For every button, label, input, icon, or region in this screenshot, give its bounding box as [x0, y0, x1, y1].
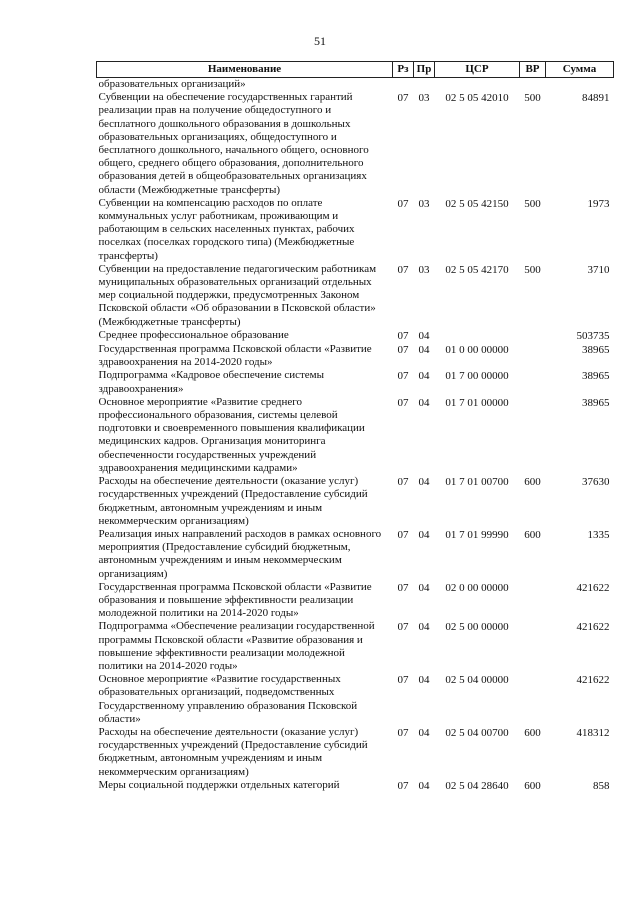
cell-pr: 04 [418, 528, 430, 541]
cell-csr: 02 5 05 42150 [445, 197, 509, 210]
cell-csr: 02 5 04 00000 [445, 674, 509, 687]
cell-rz: 07 [397, 92, 409, 105]
cell-name: Государственная программа Псковской области «Развитие здравоохранения на 2014-2020 годы» [98, 343, 372, 369]
cell-sum: 421622 [576, 674, 610, 687]
cell-rz: 07 [397, 674, 409, 687]
table-row [97, 475, 614, 528]
header-sum: Сумма [546, 62, 614, 78]
cell-sum: 37630 [582, 476, 610, 489]
cell-name: образовательных организаций» [98, 78, 246, 90]
cell-vr [520, 343, 546, 369]
table-row [97, 779, 614, 793]
cell-csr: 01 7 01 99990 [445, 528, 509, 541]
cell-sum [546, 78, 614, 92]
cell-csr: 02 5 00 00000 [445, 621, 509, 634]
header-name: Наименование [97, 62, 393, 78]
cell-pr: 03 [418, 92, 430, 105]
cell-vr: 600 [524, 476, 541, 489]
cell-vr [520, 329, 546, 343]
table-row [97, 673, 614, 726]
cell-pr: 04 [418, 726, 430, 739]
cell-vr [520, 581, 546, 621]
cell-rz: 07 [397, 581, 409, 594]
cell-sum: 3710 [587, 263, 610, 276]
table-row [97, 329, 614, 343]
cell-csr: 01 0 00 00000 [445, 344, 509, 357]
cell-vr [520, 369, 546, 395]
cell-name: Подпрограмма «Кадровое обеспечение системы здравоохранения» [98, 369, 325, 395]
cell-vr [520, 78, 546, 92]
cell-pr: 04 [418, 674, 430, 687]
cell-rz: 07 [397, 344, 409, 357]
cell-sum: 38965 [582, 396, 610, 409]
cell-pr: 04 [418, 581, 430, 594]
cell-sum: 418312 [576, 726, 610, 739]
cell-csr: 02 5 05 42010 [445, 92, 509, 105]
cell-name: Основное мероприятие «Развитие государственных образовательных организаций, подведомственных Государственному управлению образования Псковской области» [98, 673, 358, 725]
cell-vr: 600 [524, 726, 541, 739]
cell-sum: 503735 [576, 329, 610, 342]
cell-csr: 01 7 01 00000 [445, 396, 509, 409]
cell-csr: 02 5 04 00700 [445, 726, 509, 739]
cell-rz: 07 [397, 396, 409, 409]
table-row [97, 263, 614, 329]
cell-name: Субвенции на обеспечение государственных гарантий реализации прав на получение общедоступного и бесплатного дошкольного образования в дошкольных образовательных организациях, общедоступного и бесплатного дошкольного, начального общего, основного общего, среднего общего образования, дополнительного образования детей в общеобразовательных организациях области (Межбюджетные трансферты) [98, 91, 369, 196]
cell-vr: 600 [524, 779, 541, 792]
table-row [97, 343, 614, 369]
cell-pr: 03 [418, 197, 430, 210]
cell-vr: 500 [524, 263, 541, 276]
cell-csr: 02 5 04 28640 [445, 779, 509, 792]
cell-csr [435, 329, 520, 343]
cell-name: Основное мероприятие «Развитие среднего профессионального образования, системы целевой подготовки и своевременного повышения квалификации медицинских кадров. Организация мониторинга обеспеченности государственных учреждений здравоохранения медицинскими кадрами» [98, 395, 365, 474]
cell-rz: 07 [397, 726, 409, 739]
cell-name: Расходы на обеспечение деятельности (оказание услуг) государственных учреждений (Предоставление субсидий бюджетным, автономным учреждениям и иным некоммерческим организациям) [98, 725, 368, 778]
cell-rz: 07 [397, 621, 409, 634]
table-row [97, 91, 614, 197]
cell-vr: 500 [524, 92, 541, 105]
table-body [97, 78, 614, 793]
cell-sum: 421622 [576, 581, 610, 594]
header-vr: ВР [520, 62, 546, 78]
cell-csr: 01 7 00 00000 [445, 370, 509, 383]
cell-sum: 1973 [587, 197, 610, 210]
table-row [97, 197, 614, 263]
budget-table [96, 61, 614, 793]
cell-pr: 04 [418, 779, 430, 792]
cell-name: Субвенции на компенсацию расходов по оплате коммунальных услуг работникам, проживающим и работающим в сельских населенных пунктах, рабочих поселках (поселках городского типа) (Межбюджетные трансферты) [98, 196, 355, 262]
cell-vr [520, 673, 546, 726]
cell-vr [520, 620, 546, 673]
table-header [97, 62, 614, 78]
cell-pr: 04 [418, 621, 430, 634]
cell-rz: 07 [397, 779, 409, 792]
cell-rz: 07 [397, 476, 409, 489]
header-pr: Пр [414, 62, 435, 78]
header-rz: Рз [393, 62, 414, 78]
cell-vr: 500 [524, 197, 541, 210]
cell-sum: 38965 [582, 344, 610, 357]
cell-pr: 04 [418, 329, 430, 342]
cell-name: Субвенции на предоставление педагогическим работникам муниципальных образовательных организаций отдельных мер социальной поддержки, предусмотренных Законом Псковской области «Об образовании в Псковской области» (Межбюджетные трансферты) [98, 262, 377, 328]
cell-pr: 04 [418, 344, 430, 357]
cell-vr [520, 396, 546, 475]
cell-rz: 07 [397, 329, 409, 342]
table-row [97, 620, 614, 673]
cell-name: Расходы на обеспечение деятельности (оказание услуг) государственных учреждений (Предоставление субсидий бюджетным, автономным учреждениям и иным некоммерческим организациям) [98, 475, 368, 527]
cell-sum: 421622 [576, 621, 610, 634]
cell-csr: 02 0 00 00000 [445, 581, 509, 594]
cell-name: Среднее профессиональное образование [98, 328, 289, 341]
cell-pr: 04 [418, 396, 430, 409]
cell-rz [393, 78, 414, 92]
cell-name: Меры социальной поддержки отдельных категорий [98, 778, 340, 791]
table-row [97, 726, 614, 779]
table-row [97, 78, 614, 92]
cell-csr: 01 7 01 00700 [445, 476, 509, 489]
page-number: 51 [314, 34, 326, 48]
cell-rz: 07 [397, 528, 409, 541]
table-row [97, 396, 614, 475]
cell-sum: 1335 [587, 528, 610, 541]
cell-pr [414, 78, 435, 92]
cell-pr: 04 [418, 370, 430, 383]
cell-csr: 02 5 05 42170 [445, 263, 509, 276]
cell-sum: 38965 [582, 370, 610, 383]
cell-rz: 07 [397, 370, 409, 383]
cell-sum: 84891 [582, 92, 610, 105]
cell-name: Реализация иных направлений расходов в рамках основного мероприятия (Предоставление субсидий бюджетным, автономным учреждениям и иным некоммерческим организациям) [98, 527, 382, 580]
cell-pr: 04 [418, 476, 430, 489]
cell-rz: 07 [397, 197, 409, 210]
cell-vr: 600 [524, 528, 541, 541]
cell-rz: 07 [397, 263, 409, 276]
header-csr: ЦСР [435, 62, 520, 78]
table-row [97, 581, 614, 621]
cell-name: Подпрограмма «Обеспечение реализации государственной программы Псковской области «Развитие образования и повышение эффективности реализации молодежной политики на 2014-2020 годы» [98, 620, 375, 672]
table-row [97, 369, 614, 395]
cell-name: Государственная программа Псковской области «Развитие образования и повышение эффективности реализации молодежной политики на 2014-2020 годы» [98, 580, 372, 620]
cell-sum: 858 [593, 779, 610, 792]
cell-pr: 03 [418, 263, 430, 276]
cell-csr [435, 78, 520, 92]
table-row [97, 528, 614, 581]
